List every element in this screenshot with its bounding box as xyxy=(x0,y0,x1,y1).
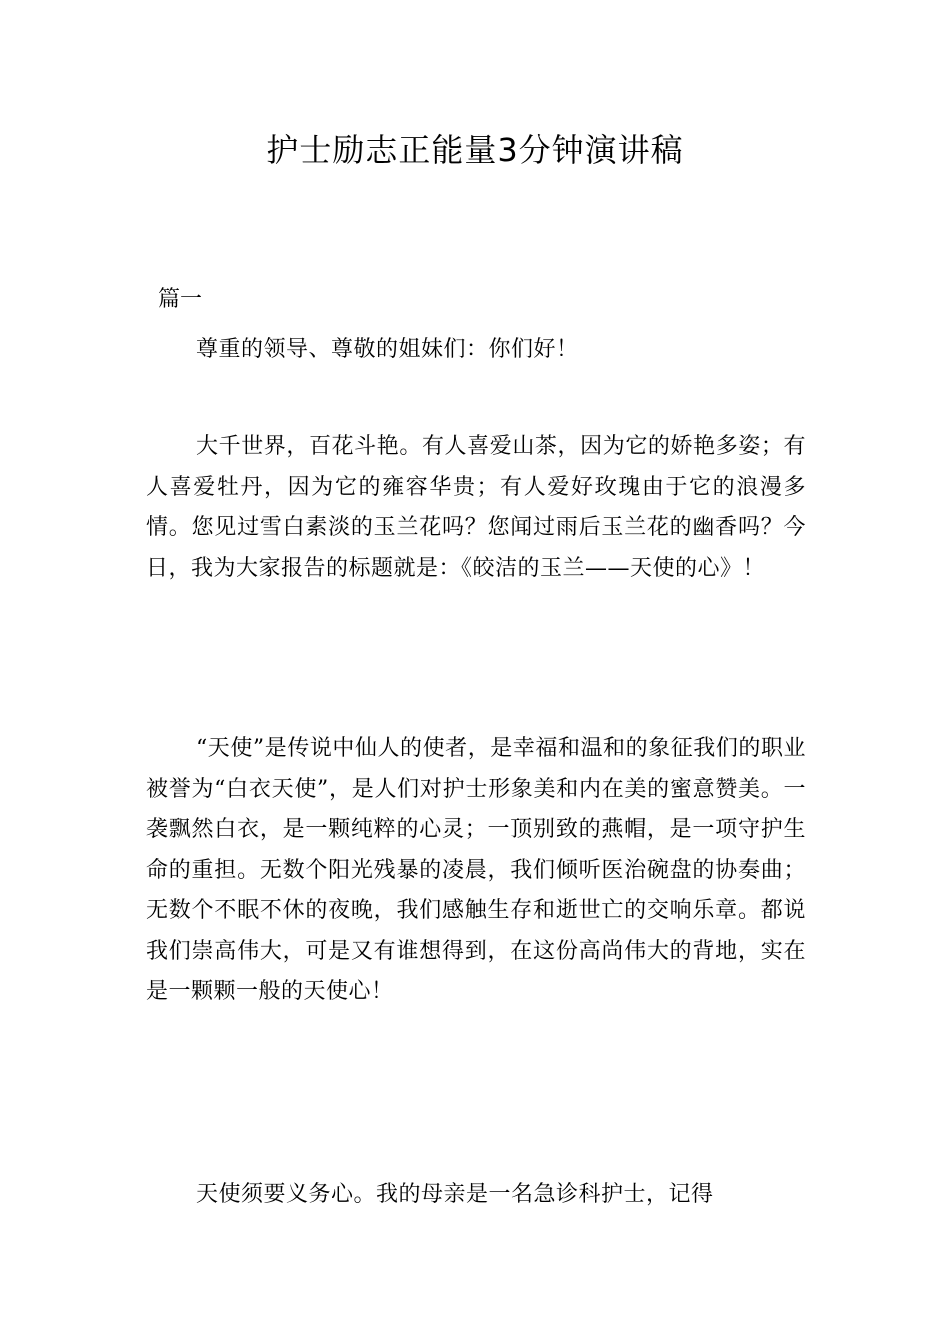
paragraph-flowers: 大千世界，百花斗艳。有人喜爱山茶，因为它的娇艳多姿；有人喜爱牡丹，因为它的雍容华贵；有人爱好玫瑰由于它的浪漫多情。您见过雪白素淡的玉兰花吗？您闻过雨后玉兰花的幽香吗？今日，我为大家报告的标题就是：《皎洁的玉兰——天使的心》！ xyxy=(146,434,806,581)
paragraph-angel: “天使”是传说中仙人的使者，是幸福和温和的象征我们的职业被誉为“白衣天使”，是人们对护士形象美和内在美的蜜意赞美。一袭飘然白衣，是一颗纯粹的心灵；一顶别致的燕帽，是一项守护生命的重担。无数个阳光残暴的凌晨，我们倾听医治碗盘的协奏曲；无数个不眠不休的夜晚，我们感触生存和逝世亡的交响乐章。都说我们崇高伟大，可是又有谁想得到，在这份高尚伟大的背地，实在是一颗颗一般的天使心！ xyxy=(146,736,806,1004)
document-title: 护士励志正能量3分钟演讲稿 xyxy=(266,131,684,169)
section-label: 篇一 xyxy=(158,287,203,312)
paragraph-greeting: 尊重的领导、尊敬的姐妹们：你们好！ xyxy=(196,337,579,362)
paragraph-duty: 天使须要义务心。我的母亲是一名急诊科护士，记得 xyxy=(196,1182,714,1207)
